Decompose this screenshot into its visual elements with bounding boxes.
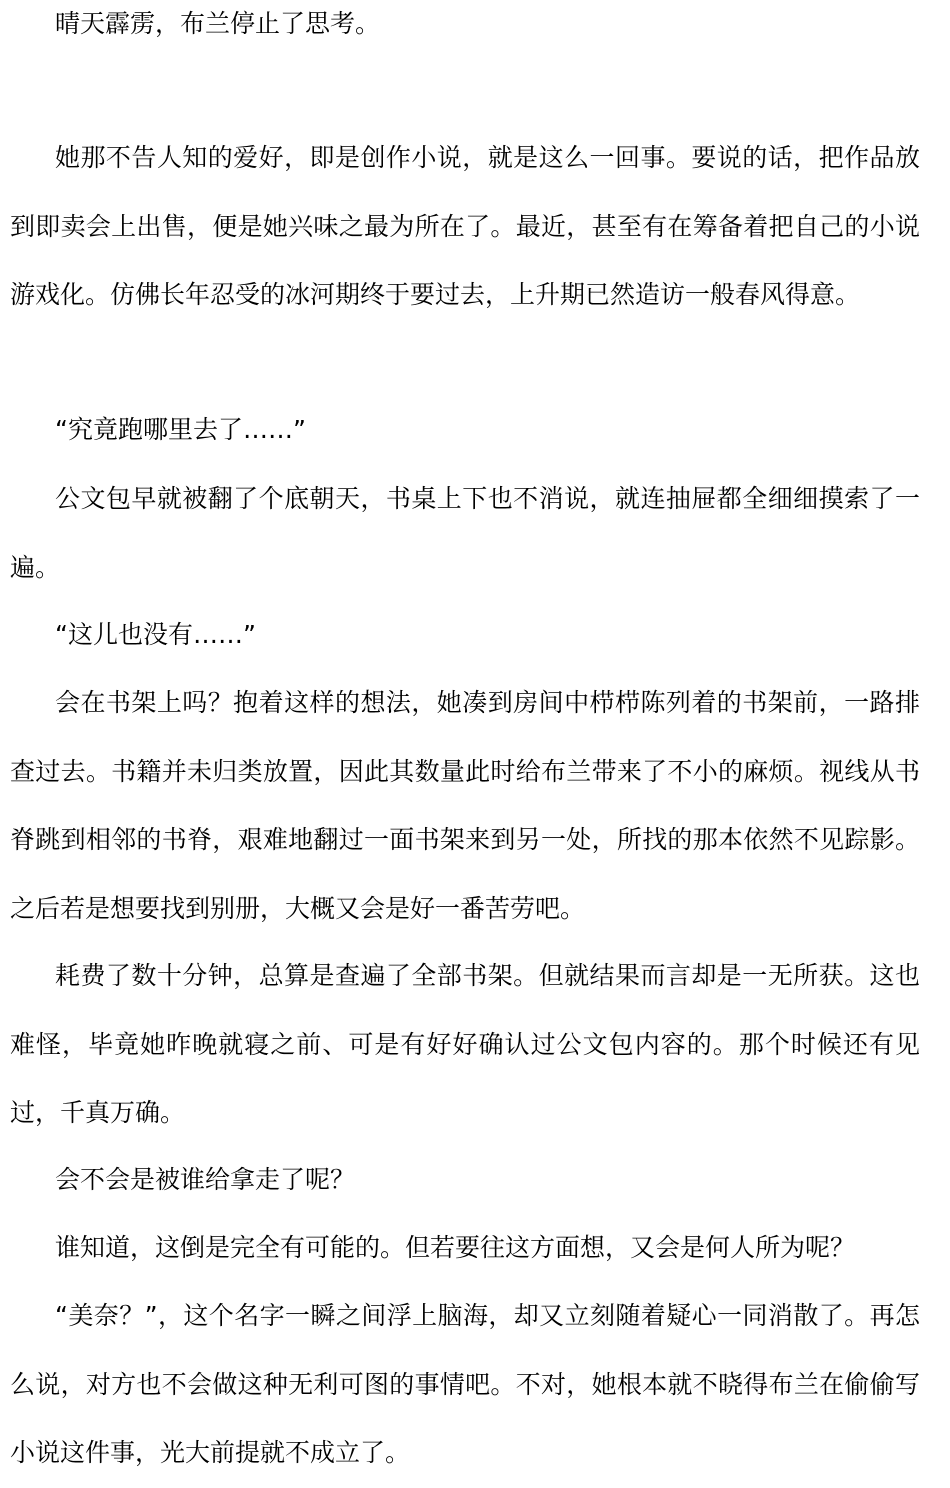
paragraph-4: 公文包早就被翻了个底朝天，书桌上下也不消说，就连抽屉都全细细摸索了一遍。 (10, 484, 920, 582)
paragraph-6: 会在书架上吗？抱着这样的想法，她凑到房间中栉栉陈列着的书架前，一路排查过去。书籍并未归类放置，因此其数量此时给布兰带来了不小的麻烦。视线从书脊跳到相邻的书脊，艰难地翻过一面书架来到另一处，所找的那本依然不见踪影。之后若是想要找到别册，大概又会是好一番苦劳吧。 (10, 688, 920, 923)
paragraph-1: 晴天霹雳，布兰停止了思考。 (55, 9, 381, 38)
paragraph-9: 谁知道，这倒是完全有可能的。但若要往这方面想，又会是何人所为呢？ (55, 1233, 856, 1262)
paragraph-5: “这儿也没有……” (55, 620, 256, 649)
paragraph-8: 会不会是被谁给拿走了呢？ (55, 1165, 356, 1194)
paragraph-2: 她那不告人知的爱好，即是创作小说，就是这么一回事。要说的话，把作品放到即卖会上出售，便是她兴味之最为所在了。最近，甚至有在筹备着把自己的小说游戏化。仿佛长年忍受的冰河期终于要过去，上升期已然造访一般春风得意。 (10, 143, 920, 309)
paragraph-7: 耗费了数十分钟，总算是查遍了全部书架。但就结果而言却是一无所获。这也难怪，毕竟她昨晚就寝之前、可是有好好确认过公文包内容的。那个时候还有见过，千真万确。 (10, 961, 920, 1127)
paragraph-10: “美奈？”，这个名字一瞬之间浮上脑海，却又立刻随着疑心一同消散了。再怎么说，对方也不会做这种无利可图的事情吧。不对，她根本就不晓得布兰在偷偷写小说这件事，光大前提就不成立了。 (10, 1301, 920, 1467)
paragraph-3: “究竟跑哪里去了……” (55, 415, 306, 444)
